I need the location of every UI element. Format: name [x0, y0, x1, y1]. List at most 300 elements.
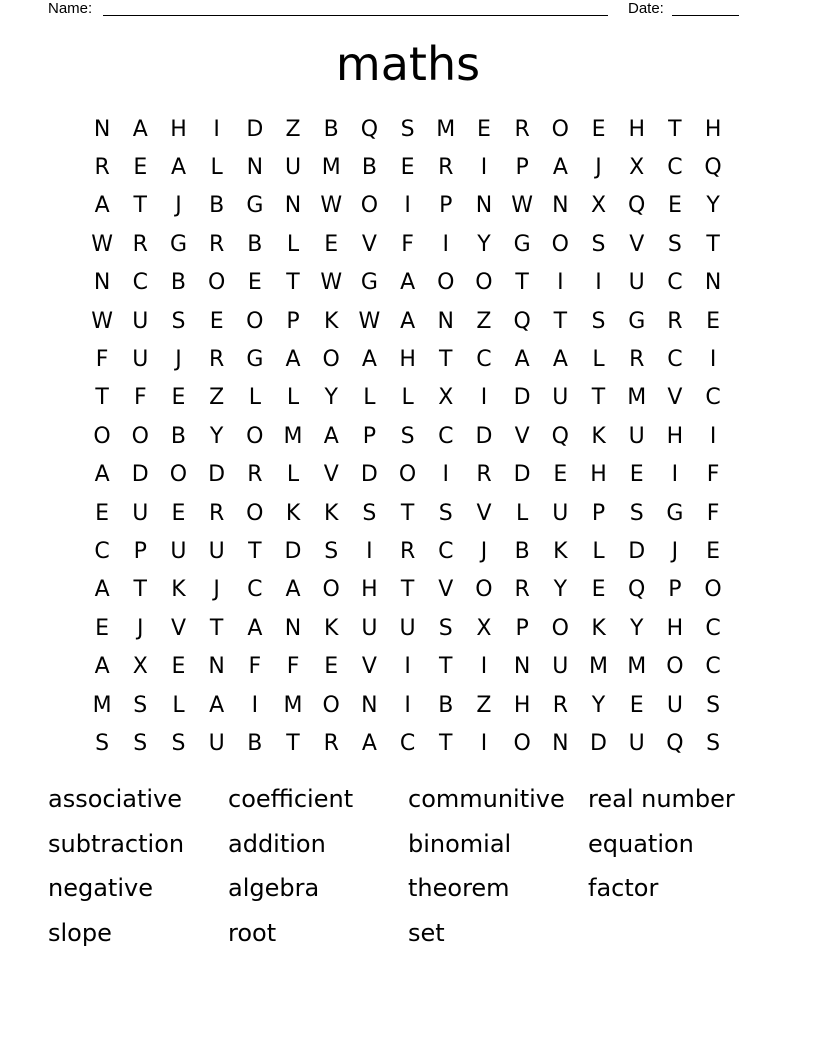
word-list-item: negative: [48, 874, 153, 903]
grid-letter[interactable]: O: [666, 654, 684, 680]
grid-letter[interactable]: B: [209, 193, 225, 219]
word-list: [48, 777, 768, 956]
grid-letter[interactable]: I: [404, 654, 411, 680]
grid-letter[interactable]: I: [709, 423, 717, 449]
grid-letter[interactable]: D: [131, 462, 149, 488]
grid-letter[interactable]: P: [591, 500, 606, 526]
grid-letter[interactable]: A: [285, 347, 301, 373]
grid-letter[interactable]: G: [628, 308, 646, 334]
grid-letter[interactable]: C: [438, 423, 454, 449]
grid-letter[interactable]: J: [175, 193, 182, 219]
grid-letter[interactable]: W: [511, 193, 534, 219]
grid-letter[interactable]: S: [324, 538, 339, 564]
grid-letter[interactable]: B: [361, 155, 377, 181]
grid-letter[interactable]: H: [704, 116, 722, 142]
grid-letter[interactable]: C: [399, 730, 416, 756]
grid-letter[interactable]: U: [552, 500, 569, 526]
grid-letter[interactable]: L: [286, 231, 300, 257]
grid-letter[interactable]: A: [361, 730, 377, 756]
grid-letter[interactable]: E: [247, 270, 262, 296]
grid-letter[interactable]: C: [438, 538, 454, 564]
grid-letter[interactable]: V: [629, 231, 645, 257]
grid-letter[interactable]: E: [667, 193, 682, 219]
grid-letter[interactable]: O: [551, 116, 569, 142]
grid-letter[interactable]: E: [171, 654, 186, 680]
grid-letter[interactable]: I: [480, 730, 488, 756]
grid-letter[interactable]: O: [513, 730, 531, 756]
grid-letter[interactable]: W: [358, 308, 381, 334]
grid-letter[interactable]: Z: [476, 308, 492, 334]
grid-letter[interactable]: A: [285, 577, 301, 603]
word-list-item: slope: [48, 919, 112, 948]
grid-letter[interactable]: W: [91, 308, 113, 334]
grid-letter[interactable]: O: [93, 423, 111, 449]
grid-letter[interactable]: U: [284, 155, 302, 181]
grid-letter[interactable]: Q: [704, 155, 722, 181]
grid-letter[interactable]: I: [709, 347, 717, 373]
grid-letter[interactable]: N: [552, 730, 569, 756]
grid-letter[interactable]: T: [133, 193, 147, 219]
grid-letter[interactable]: L: [286, 462, 300, 488]
grid-letter[interactable]: L: [286, 385, 300, 411]
grid-letter[interactable]: V: [170, 615, 186, 641]
grid-letter[interactable]: A: [361, 347, 377, 373]
grid-letter[interactable]: Y: [591, 692, 606, 718]
grid-letter[interactable]: T: [248, 538, 262, 564]
grid-letter[interactable]: Q: [628, 577, 646, 603]
grid-letter[interactable]: O: [169, 462, 188, 488]
grid-letter[interactable]: X: [629, 155, 645, 181]
grid-letter[interactable]: U: [628, 423, 645, 449]
grid-letter[interactable]: N: [93, 116, 111, 142]
grid-letter[interactable]: O: [475, 577, 493, 603]
worksheet-header: [48, 0, 748, 18]
grid-letter[interactable]: S: [591, 308, 606, 334]
grid-letter[interactable]: M: [92, 692, 112, 718]
grid-letter[interactable]: I: [480, 654, 488, 680]
grid-letter[interactable]: W: [320, 193, 343, 219]
grid-letter[interactable]: J: [213, 577, 220, 603]
grid-letter[interactable]: O: [322, 692, 340, 718]
grid-letter[interactable]: K: [324, 308, 339, 334]
grid-letter[interactable]: B: [514, 538, 530, 564]
grid-letter[interactable]: V: [323, 462, 339, 488]
grid-letter[interactable]: T: [591, 385, 606, 411]
grid-letter[interactable]: E: [400, 155, 415, 181]
grid-letter[interactable]: B: [247, 730, 263, 756]
word-list-item: coefficient: [228, 785, 354, 813]
grid-letter[interactable]: Q: [628, 193, 646, 219]
grid-letter[interactable]: K: [324, 500, 339, 526]
grid-letter[interactable]: O: [246, 423, 264, 449]
grid-letter[interactable]: B: [323, 116, 339, 142]
grid-letter[interactable]: N: [284, 193, 302, 219]
grid-letter[interactable]: S: [438, 500, 453, 526]
word-list-item: equation: [588, 829, 694, 858]
grid-letter[interactable]: Q: [666, 730, 684, 756]
grid-letter[interactable]: G: [360, 270, 378, 296]
grid-letter[interactable]: R: [667, 308, 683, 334]
grid-letter[interactable]: C: [705, 385, 721, 411]
grid-letter[interactable]: P: [515, 615, 529, 641]
grid-letter[interactable]: C: [667, 347, 683, 373]
grid-letter[interactable]: I: [557, 270, 564, 296]
grid-letter[interactable]: E: [629, 692, 644, 718]
grid-letter[interactable]: R: [476, 462, 492, 488]
grid-letter[interactable]: Q: [513, 308, 531, 334]
grid-letter[interactable]: Z: [209, 385, 225, 411]
grid-letter[interactable]: I: [671, 462, 679, 488]
grid-letter[interactable]: I: [480, 385, 488, 411]
grid-letter[interactable]: R: [209, 500, 225, 526]
grid-letter[interactable]: W: [91, 231, 113, 257]
grid-letter[interactable]: G: [513, 231, 531, 257]
grid-letter[interactable]: R: [629, 347, 645, 373]
grid-letter[interactable]: H: [513, 692, 531, 718]
grid-letter[interactable]: A: [94, 462, 110, 488]
grid-letter[interactable]: E: [171, 385, 186, 411]
grid-letter[interactable]: E: [477, 116, 491, 142]
grid-letter[interactable]: O: [322, 347, 340, 373]
grid-letter[interactable]: X: [132, 654, 148, 680]
grid-letter[interactable]: K: [324, 615, 339, 641]
grid-letter[interactable]: R: [514, 116, 530, 142]
name-label: Name:: [48, 0, 93, 17]
grid-letter[interactable]: T: [515, 270, 529, 296]
grid-letter[interactable]: N: [246, 155, 264, 181]
grid-letter[interactable]: H: [399, 347, 416, 373]
grid-letter[interactable]: D: [628, 538, 646, 564]
grid-letter[interactable]: U: [552, 385, 569, 411]
grid-letter[interactable]: I: [213, 116, 220, 142]
grid-letter[interactable]: G: [666, 500, 684, 526]
grid-letter[interactable]: T: [439, 730, 453, 756]
grid-letter[interactable]: F: [401, 231, 414, 257]
grid-letter[interactable]: N: [475, 193, 493, 219]
grid-letter[interactable]: B: [170, 270, 187, 296]
grid-letter[interactable]: I: [480, 155, 488, 181]
grid-letter[interactable]: A: [400, 308, 416, 334]
grid-letter[interactable]: Q: [360, 116, 379, 142]
grid-letter[interactable]: C: [705, 654, 721, 680]
grid-letter[interactable]: O: [704, 577, 722, 603]
grid-letter[interactable]: K: [171, 577, 186, 603]
grid-letter[interactable]: Z: [285, 116, 301, 142]
grid-letter[interactable]: R: [132, 231, 148, 257]
grid-letter[interactable]: L: [363, 385, 376, 411]
grid-letter[interactable]: R: [514, 577, 530, 603]
grid-letter[interactable]: I: [442, 462, 450, 488]
grid-letter[interactable]: H: [590, 462, 607, 488]
grid-letter[interactable]: O: [246, 308, 264, 334]
grid-letter[interactable]: D: [208, 462, 226, 488]
grid-letter[interactable]: E: [133, 155, 148, 181]
grid-letter[interactable]: U: [132, 347, 149, 373]
grid-letter[interactable]: U: [361, 615, 378, 641]
grid-letter[interactable]: O: [437, 270, 455, 296]
grid-letter[interactable]: A: [94, 654, 110, 680]
grid-letter[interactable]: S: [95, 730, 110, 756]
grid-letter[interactable]: A: [514, 347, 530, 373]
grid-letter[interactable]: A: [247, 615, 263, 641]
date-label: Date:: [628, 0, 664, 17]
grid-letter[interactable]: D: [475, 423, 493, 449]
grid-letter[interactable]: E: [553, 462, 568, 488]
grid-letter[interactable]: G: [246, 347, 264, 373]
grid-letter[interactable]: V: [667, 385, 683, 411]
grid-letter[interactable]: A: [323, 423, 339, 449]
grid-letter[interactable]: I: [366, 538, 373, 564]
grid-letter[interactable]: A: [209, 692, 225, 718]
grid-letter[interactable]: K: [591, 423, 606, 449]
grid-letter[interactable]: F: [706, 462, 720, 488]
grid-letter[interactable]: P: [133, 538, 147, 564]
grid-letter[interactable]: L: [172, 692, 185, 718]
grid-letter[interactable]: T: [400, 500, 415, 526]
grid-letter[interactable]: S: [400, 423, 415, 449]
grid-letter[interactable]: A: [552, 155, 568, 181]
grid-letter[interactable]: R: [552, 692, 568, 718]
grid-letter[interactable]: C: [476, 347, 492, 373]
grid-letter[interactable]: E: [591, 577, 606, 603]
grid-letter[interactable]: G: [246, 193, 264, 219]
grid-letter[interactable]: S: [591, 231, 606, 257]
grid-letter[interactable]: C: [667, 270, 683, 296]
grid-letter[interactable]: N: [437, 308, 455, 334]
grid-letter[interactable]: H: [170, 116, 187, 142]
grid-letter[interactable]: L: [401, 385, 414, 411]
grid-letter[interactable]: V: [438, 577, 454, 603]
grid-letter[interactable]: J: [671, 538, 679, 564]
grid-letter[interactable]: D: [590, 730, 607, 756]
grid-letter[interactable]: M: [627, 654, 647, 680]
grid-letter[interactable]: Y: [477, 231, 491, 257]
grid-letter[interactable]: U: [628, 730, 645, 756]
grid-letter[interactable]: R: [399, 538, 416, 564]
grid-letter[interactable]: S: [133, 692, 148, 718]
grid-letter[interactable]: K: [553, 538, 568, 564]
grid-letter[interactable]: P: [286, 308, 300, 334]
grid-letter[interactable]: S: [133, 730, 148, 756]
grid-letter[interactable]: U: [132, 500, 149, 526]
grid-letter[interactable]: L: [592, 347, 605, 373]
grid-letter[interactable]: N: [284, 615, 302, 641]
grid-letter[interactable]: O: [131, 423, 149, 449]
grid-letter[interactable]: E: [629, 462, 644, 488]
grid-letter[interactable]: I: [595, 270, 602, 296]
grid-letter[interactable]: T: [668, 116, 682, 142]
grid-letter[interactable]: M: [627, 385, 647, 411]
grid-letter[interactable]: U: [208, 538, 225, 564]
grid-letter[interactable]: O: [322, 577, 340, 603]
grid-letter[interactable]: A: [170, 155, 186, 181]
grid-letter[interactable]: S: [362, 500, 377, 526]
grid-letter[interactable]: T: [439, 347, 453, 373]
grid-letter[interactable]: C: [94, 538, 110, 564]
grid-letter[interactable]: F: [248, 654, 262, 680]
grid-letter[interactable]: O: [360, 193, 379, 219]
grid-letter[interactable]: D: [513, 385, 531, 411]
grid-letter[interactable]: A: [94, 193, 110, 219]
grid-letter[interactable]: B: [170, 423, 187, 449]
grid-letter[interactable]: Y: [706, 193, 720, 219]
grid-letter[interactable]: R: [438, 155, 454, 181]
grid-letter[interactable]: G: [169, 231, 187, 257]
grid-letter[interactable]: E: [209, 308, 224, 334]
grid-letter[interactable]: E: [706, 538, 721, 564]
grid-letter[interactable]: T: [133, 577, 147, 603]
grid-letter[interactable]: S: [171, 730, 186, 756]
grid-letter[interactable]: P: [515, 155, 529, 181]
grid-letter[interactable]: X: [590, 193, 607, 219]
grid-letter[interactable]: S: [706, 730, 721, 756]
grid-letter[interactable]: F: [133, 385, 147, 411]
grid-letter[interactable]: O: [246, 500, 264, 526]
grid-letter[interactable]: V: [361, 654, 377, 680]
grid-letter[interactable]: U: [628, 270, 645, 296]
grid-letter[interactable]: T: [286, 270, 300, 296]
grid-letter[interactable]: S: [171, 308, 186, 334]
grid-letter[interactable]: K: [285, 500, 301, 526]
grid-letter[interactable]: E: [324, 231, 339, 257]
grid-letter[interactable]: M: [283, 692, 303, 718]
grid-letter[interactable]: N: [552, 193, 569, 219]
grid-letter[interactable]: M: [589, 654, 609, 680]
grid-letter[interactable]: A: [552, 347, 568, 373]
grid-letter[interactable]: D: [513, 462, 531, 488]
grid-letter[interactable]: J: [137, 615, 144, 641]
grid-letter[interactable]: X: [476, 615, 492, 641]
grid-letter[interactable]: C: [705, 615, 721, 641]
grid-letter[interactable]: Y: [629, 615, 644, 641]
word-list-item: subtraction: [48, 829, 185, 858]
grid-letter[interactable]: N: [93, 270, 111, 296]
grid-letter[interactable]: J: [595, 155, 602, 181]
grid-letter[interactable]: T: [286, 730, 300, 756]
grid-letter[interactable]: T: [553, 308, 568, 334]
grid-letter[interactable]: S: [629, 500, 644, 526]
grid-letter[interactable]: E: [95, 615, 110, 641]
grid-letter[interactable]: I: [404, 692, 411, 718]
grid-letter[interactable]: E: [95, 500, 110, 526]
grid-letter[interactable]: C: [132, 270, 148, 296]
grid-letter[interactable]: F: [286, 654, 300, 680]
grid-letter[interactable]: S: [400, 116, 415, 142]
grid-letter[interactable]: O: [475, 270, 493, 296]
grid-letter[interactable]: Y: [209, 423, 224, 449]
grid-letter[interactable]: S: [706, 692, 721, 718]
grid-letter[interactable]: J: [175, 347, 182, 373]
grid-letter[interactable]: L: [516, 500, 529, 526]
grid-letter[interactable]: D: [360, 462, 378, 488]
grid-letter[interactable]: E: [706, 308, 721, 334]
grid-letter[interactable]: B: [438, 692, 454, 718]
grid-letter[interactable]: C: [667, 155, 683, 181]
grid-letter[interactable]: O: [207, 270, 226, 296]
grid-letter[interactable]: U: [552, 654, 569, 680]
grid-letter[interactable]: H: [628, 116, 645, 142]
grid-letter[interactable]: D: [246, 116, 264, 142]
grid-letter[interactable]: P: [668, 577, 682, 603]
grid-letter[interactable]: N: [208, 654, 225, 680]
grid-letter[interactable]: V: [476, 500, 492, 526]
grid-letter[interactable]: W: [320, 270, 343, 296]
grid-letter[interactable]: T: [209, 615, 224, 641]
grid-letter[interactable]: L: [248, 385, 261, 411]
grid-letter[interactable]: M: [321, 155, 341, 181]
grid-letter[interactable]: E: [171, 500, 186, 526]
grid-letter[interactable]: M: [283, 423, 303, 449]
grid-letter[interactable]: A: [400, 270, 416, 296]
grid-letter[interactable]: N: [704, 270, 722, 296]
grid-letter[interactable]: U: [132, 308, 149, 334]
grid-letter[interactable]: S: [667, 231, 682, 257]
date-blank-line: [672, 15, 739, 16]
grid-letter[interactable]: K: [591, 615, 606, 641]
grid-letter[interactable]: R: [209, 347, 225, 373]
grid-letter[interactable]: O: [551, 615, 569, 641]
grid-letter[interactable]: L: [210, 155, 223, 181]
grid-letter[interactable]: Z: [476, 692, 492, 718]
grid-letter[interactable]: E: [591, 116, 606, 142]
grid-letter[interactable]: X: [438, 385, 454, 411]
grid-letter[interactable]: B: [247, 231, 263, 257]
grid-letter[interactable]: P: [439, 193, 453, 219]
grid-letter[interactable]: F: [706, 500, 720, 526]
grid-letter[interactable]: R: [323, 730, 339, 756]
grid-letter[interactable]: R: [247, 462, 263, 488]
grid-letter[interactable]: T: [95, 385, 109, 411]
word-list-item: set: [408, 919, 445, 948]
grid-letter[interactable]: I: [251, 692, 259, 718]
grid-letter[interactable]: H: [666, 423, 684, 449]
grid-letter[interactable]: A: [132, 116, 148, 142]
grid-letter[interactable]: J: [480, 538, 488, 564]
grid-letter[interactable]: M: [436, 116, 456, 142]
grid-letter[interactable]: S: [438, 615, 453, 641]
grid-letter[interactable]: N: [513, 654, 531, 680]
grid-letter[interactable]: F: [95, 347, 109, 373]
grid-letter[interactable]: N: [361, 692, 378, 718]
grid-letter[interactable]: T: [439, 654, 453, 680]
grid-letter[interactable]: U: [170, 538, 187, 564]
grid-letter[interactable]: H: [361, 577, 378, 603]
grid-letter[interactable]: R: [94, 155, 110, 181]
grid-letter[interactable]: U: [208, 730, 225, 756]
grid-letter[interactable]: T: [400, 577, 415, 603]
grid-letter[interactable]: D: [284, 538, 302, 564]
grid-letter[interactable]: C: [247, 577, 263, 603]
grid-letter[interactable]: I: [442, 231, 450, 257]
grid-letter[interactable]: U: [666, 692, 683, 718]
grid-letter[interactable]: O: [398, 462, 417, 488]
grid-letter[interactable]: T: [706, 231, 720, 257]
grid-letter[interactable]: V: [361, 231, 377, 257]
grid-letter[interactable]: Y: [324, 385, 338, 411]
grid-letter[interactable]: H: [666, 615, 684, 641]
grid-letter[interactable]: E: [324, 654, 339, 680]
grid-letter[interactable]: O: [551, 231, 569, 257]
grid-letter[interactable]: U: [399, 615, 416, 641]
grid-letter[interactable]: Q: [551, 423, 569, 449]
grid-letter[interactable]: A: [94, 577, 110, 603]
grid-letter[interactable]: L: [592, 538, 605, 564]
grid-letter[interactable]: Y: [553, 577, 568, 603]
grid-letter[interactable]: I: [404, 193, 411, 219]
grid-letter[interactable]: P: [362, 423, 377, 449]
grid-letter[interactable]: R: [209, 231, 225, 257]
grid-letter[interactable]: V: [514, 423, 530, 449]
